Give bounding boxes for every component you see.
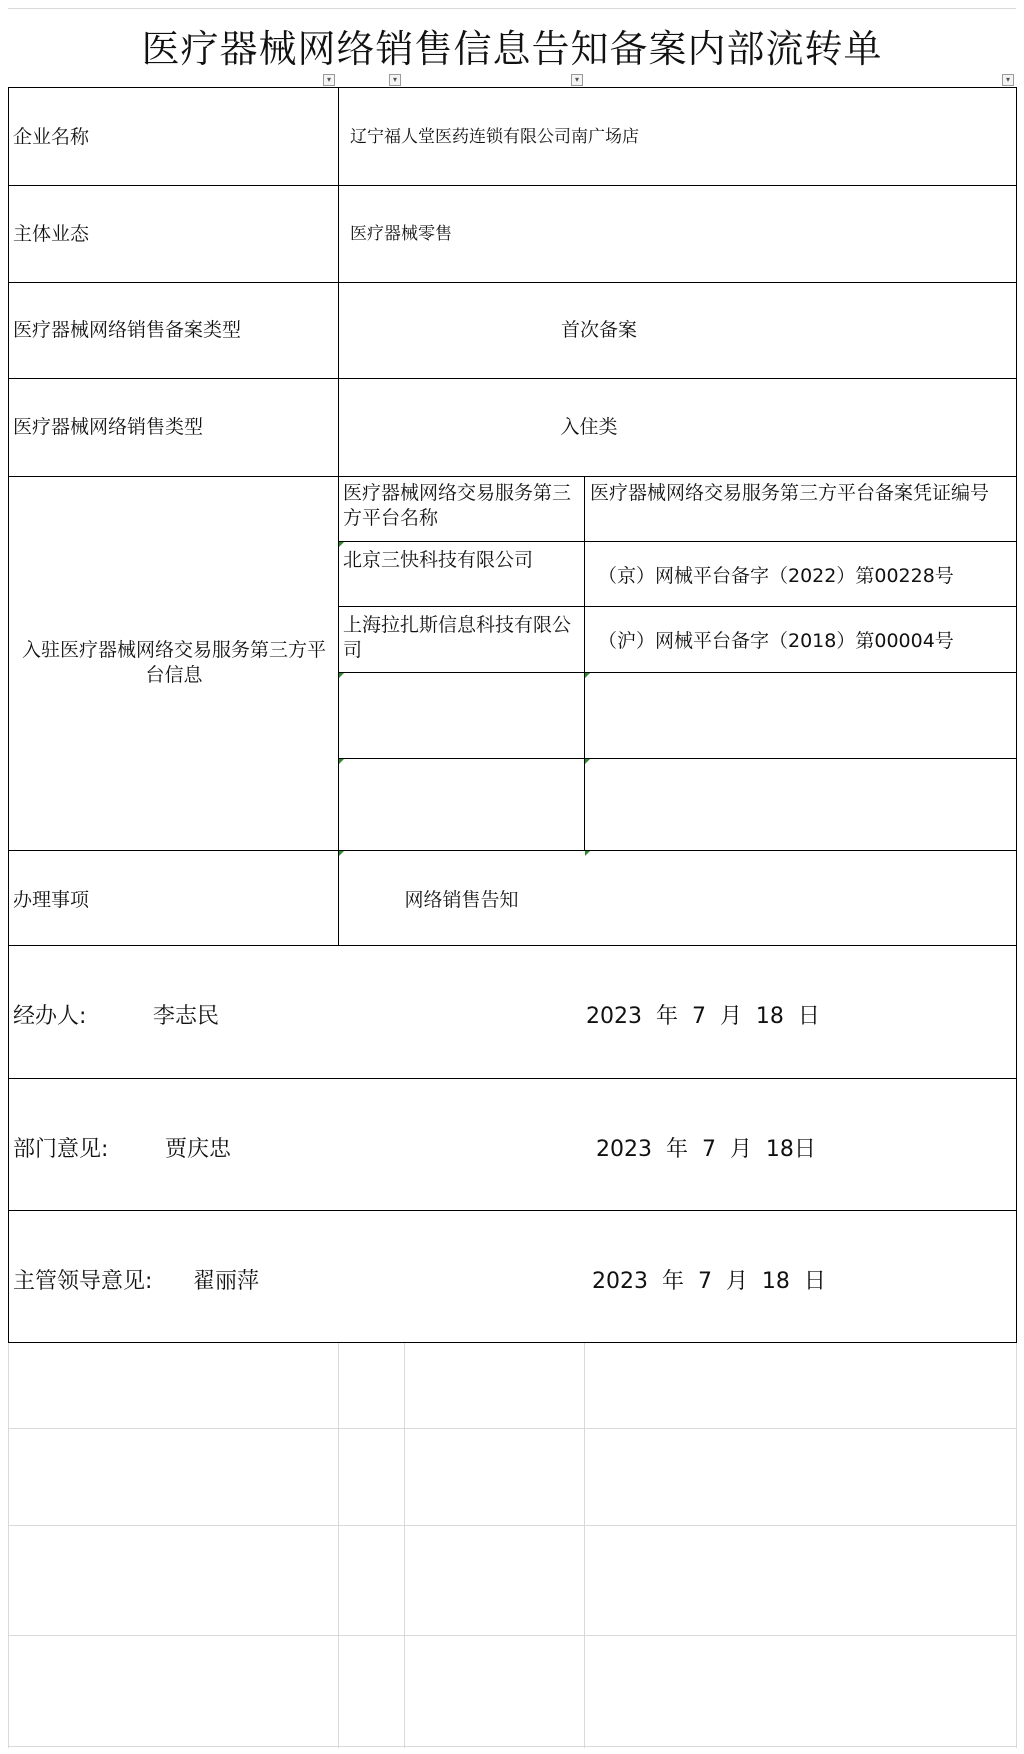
table-border	[584, 476, 585, 850]
entity-type-label: 主体业态	[13, 223, 90, 245]
chevron-down-icon: ▾	[574, 75, 579, 84]
table-border	[8, 476, 1017, 477]
top-gridline	[8, 8, 1016, 9]
empty-gridline	[8, 1428, 1017, 1429]
sales-type-label: 医疗器械网络销售类型	[13, 416, 204, 438]
platform-cert-cell: （京）网械平台备字（2022）第00228号	[598, 565, 954, 587]
table-border	[8, 87, 1017, 88]
cell-marker	[339, 851, 344, 856]
empty-gridline	[8, 1746, 1017, 1747]
filter-dropdown-button[interactable]	[571, 74, 583, 86]
cell-marker	[339, 673, 344, 678]
supervisor-opinion-name: 翟丽萍	[193, 1269, 260, 1294]
empty-gridline	[338, 1343, 339, 1748]
table-border	[8, 1210, 1017, 1211]
matter-label: 办理事项	[13, 889, 90, 911]
matter-value: 网络销售告知	[404, 889, 519, 911]
empty-gridline	[8, 1635, 1017, 1636]
table-border	[8, 850, 1017, 851]
filter-dropdown-button[interactable]	[389, 74, 401, 86]
department-opinion-date: 2023 年 7 月 18日	[596, 1137, 816, 1162]
cell-marker	[339, 759, 344, 764]
platform-cert-cell: （沪）网械平台备字（2018）第00004号	[598, 630, 954, 652]
table-border	[339, 606, 1017, 607]
platform-name-cell: 北京三快科技有限公司	[343, 549, 534, 571]
table-border	[8, 945, 1017, 946]
table-border	[339, 672, 1017, 673]
empty-gridline	[1016, 1343, 1017, 1748]
table-border	[1016, 87, 1017, 1342]
platform-info-label: 入驻医疗器械网络交易服务第三方平台信息	[21, 639, 326, 686]
supervisor-opinion-date: 2023 年 7 月 18 日	[592, 1269, 826, 1294]
table-border	[8, 87, 9, 1342]
handler-name: 李志民	[153, 1004, 220, 1029]
platform-name-header: 医疗器械网络交易服务第三方平台名称	[343, 482, 572, 529]
empty-gridline	[404, 1343, 405, 1748]
handler-label: 经办人:	[13, 1004, 87, 1029]
empty-gridline	[584, 1343, 585, 1748]
table-border	[8, 282, 1017, 283]
table-border	[8, 185, 1017, 186]
company-name-value: 辽宁福人堂医药连锁有限公司南广场店	[350, 127, 639, 147]
cell-marker	[585, 673, 590, 678]
department-opinion-label: 部门意见:	[13, 1137, 109, 1162]
department-opinion-name: 贾庆忠	[165, 1137, 232, 1162]
company-name-label: 企业名称	[13, 126, 90, 148]
empty-gridline	[8, 1343, 9, 1748]
supervisor-opinion-label: 主管领导意见:	[13, 1269, 153, 1294]
table-border	[8, 378, 1017, 379]
cell-marker	[585, 759, 590, 764]
platform-cert-header: 医疗器械网络交易服务第三方平台备案凭证编号	[590, 482, 990, 504]
table-border	[339, 541, 1017, 542]
platform-name-cell: 上海拉扎斯信息科技有限公司	[343, 614, 572, 661]
cell-marker	[585, 851, 590, 856]
chevron-down-icon: ▾	[326, 75, 331, 84]
table-border	[8, 1078, 1017, 1079]
table-border	[8, 1342, 1017, 1343]
cell-marker	[339, 542, 344, 547]
chevron-down-icon: ▾	[1005, 75, 1010, 84]
handler-date: 2023 年 7 月 18 日	[586, 1004, 820, 1029]
table-border	[338, 87, 339, 945]
page-title: 医疗器械网络销售信息告知备案内部流转单	[141, 27, 883, 71]
sales-type-value: 入住类	[560, 416, 618, 438]
empty-gridline	[8, 1525, 1017, 1526]
filing-type-value: 首次备案	[560, 319, 637, 341]
chevron-down-icon: ▾	[392, 75, 397, 84]
entity-type-value: 医疗器械零售	[350, 224, 452, 244]
filing-type-label: 医疗器械网络销售备案类型	[13, 319, 242, 341]
table-border	[339, 758, 1017, 759]
filter-dropdown-button[interactable]	[323, 74, 335, 86]
filter-dropdown-button[interactable]	[1002, 74, 1014, 86]
